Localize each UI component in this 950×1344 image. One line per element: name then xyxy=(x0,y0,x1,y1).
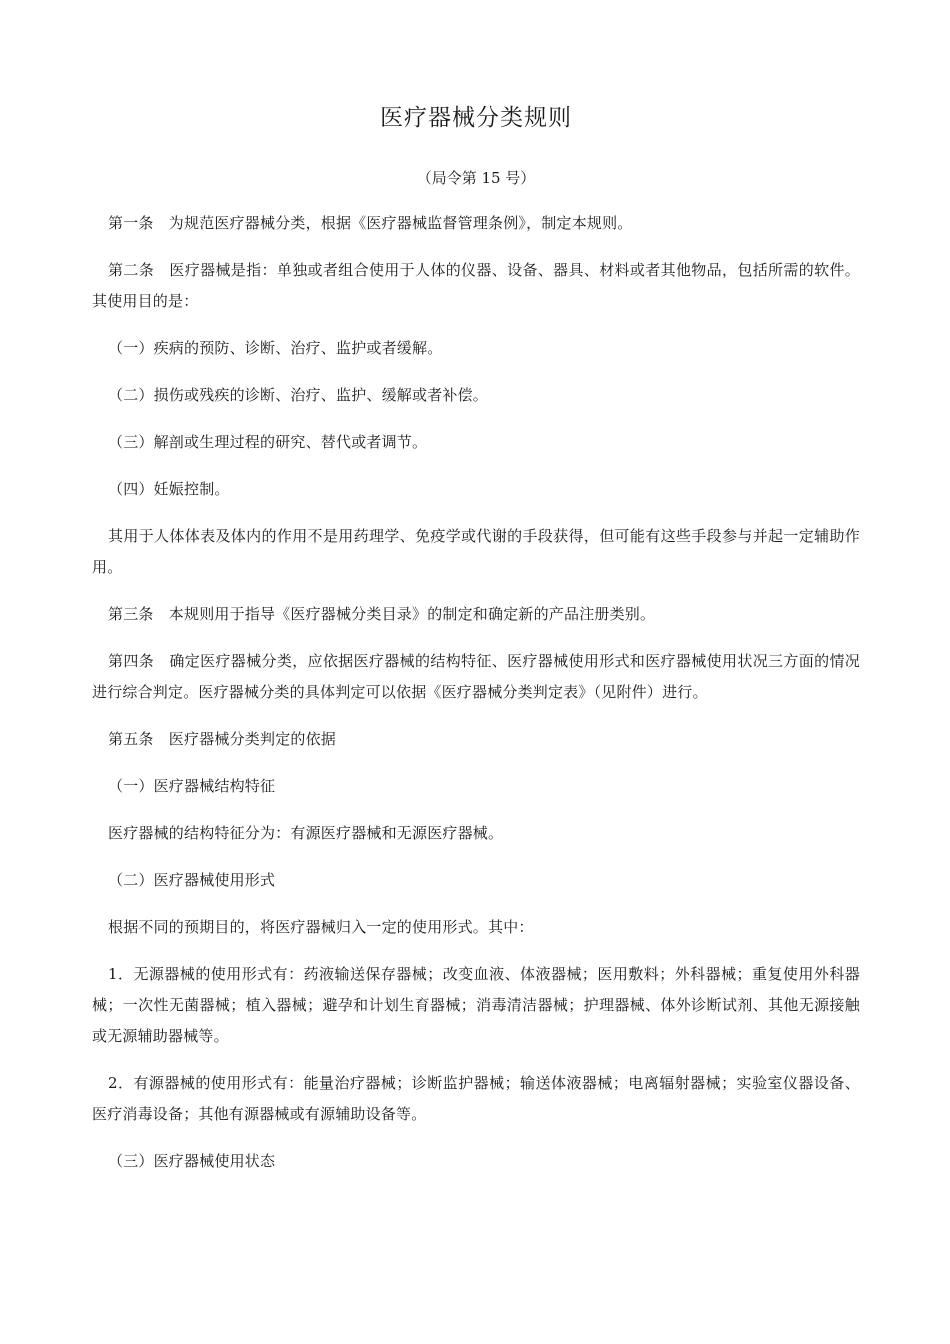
article-5: 第五条 医疗器械分类判定的依据 xyxy=(108,730,337,748)
article-2-item-3: （三）解剖或生理过程的研究、替代或者调节。 xyxy=(108,433,428,451)
article-1: 第一条 为规范医疗器械分类，根据《医疗器械监督管理条例》，制定本规则。 xyxy=(108,214,633,232)
article-5-section-3: （三）医疗器械使用状态 xyxy=(108,1152,276,1170)
article-5-section-2-text: 根据不同的预期目的，将医疗器械归入一定的使用形式。其中： xyxy=(108,918,534,936)
article-5-section-2-item-2: 2．有源器械的使用形式有：能量治疗器械；诊断监护器械；输送体液器械；电离辐射器械；实验室仪器设备、医疗消毒设备；其他有源器械或有源辅助设备等。 xyxy=(92,1074,860,1123)
article-3: 第三条 本规则用于指导《医疗器械分类目录》的制定和确定新的产品注册类别。 xyxy=(108,605,656,623)
article-2: 第二条 医疗器械是指：单独或者组合使用于人体的仪器、设备、器具、材料或者其他物品，包括所需的软件。其使用目的是： xyxy=(92,261,860,310)
article-5-section-1-text: 医疗器械的结构特征分为：有源医疗器械和无源医疗器械。 xyxy=(108,824,504,842)
article-5-section-1: （一）医疗器械结构特征 xyxy=(108,777,276,795)
article-5-section-2-item-1: 1．无源器械的使用形式有：药液输送保存器械；改变血液、体液器械；医用敷料；外科器械；重复使用外科器械；一次性无菌器械；植入器械；避孕和计划生育器械；消毒清洁器械；护理器械、体外诊断试剂、其他无源接触或无源辅助器械等。 xyxy=(92,965,860,1045)
article-2-item-1: （一）疾病的预防、诊断、治疗、监护或者缓解。 xyxy=(108,339,443,357)
article-2-item-2: （二）损伤或残疾的诊断、治疗、监护、缓解或者补偿。 xyxy=(108,386,489,404)
article-4: 第四条 确定医疗器械分类，应依据医疗器械的结构特征、医疗器械使用形式和医疗器械使用状况三方面的情况进行综合判定。医疗器械分类的具体判定可以依据《医疗器械分类判定表》（见附件）进行。 xyxy=(92,652,860,701)
document-title: 医疗器械分类规则 xyxy=(380,105,572,131)
article-5-section-2: （二）医疗器械使用形式 xyxy=(108,871,276,889)
document-page xyxy=(92,98,860,1177)
article-2-note: 其用于人体体表及体内的作用不是用药理学、免疫学或代谢的手段获得，但可能有这些手段参与并起一定辅助作用。 xyxy=(92,527,860,576)
document-subtitle: （局令第 15 号） xyxy=(416,169,536,187)
article-2-item-4: （四）妊娠控制。 xyxy=(108,480,230,498)
